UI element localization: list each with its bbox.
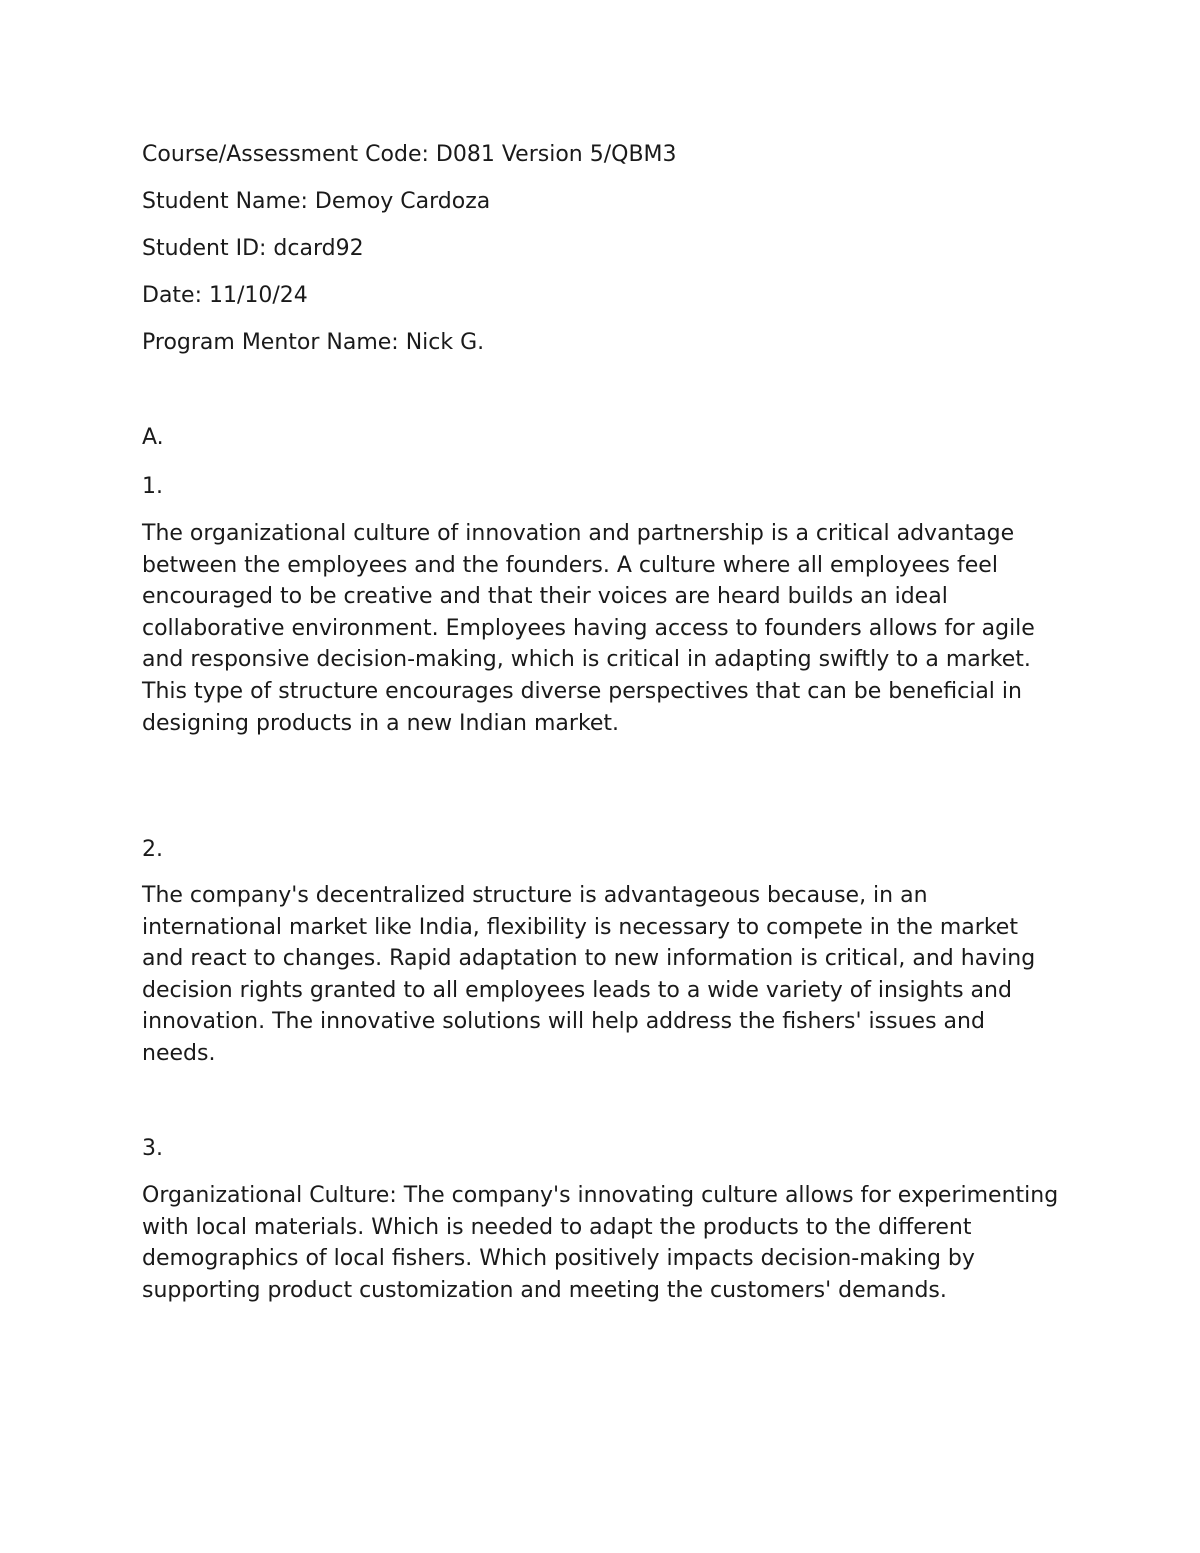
student-id: Student ID: dcard92 [142, 236, 364, 261]
item-paragraph-2: The company's decentralized structure is advantageous because, in an international market like India, flexibility is necessary to compete in the market and react to changes. Rapid adaptation to new information is critical, and having decision rights granted to all employees leads to a wide variety of insights and innovation. The innovative solutions will help address the fishers' issues and needs. [142, 883, 1036, 1066]
date: Date: 11/10/24 [142, 283, 308, 308]
item-number-1: 1. [142, 474, 163, 499]
item-paragraph-3: Organizational Culture: The company's innovating culture allows for experimenting with local materials. Which is needed to adapt the products to the different demographics of local fishers. Which positively impacts decision-making by supporting product customization and meeting the customers' demands. [142, 1183, 1059, 1303]
course-code: Course/Assessment Code: D081 Version 5/QBM3 [142, 142, 677, 167]
section-label: A. [142, 425, 164, 450]
item-paragraph-1: The organizational culture of innovation and partnership is a critical advantage between the employees and the founders. A culture where all employees feel encouraged to be creative and that their voices are heard builds an ideal collaborative environment. Employees having access to founders allows for agile and responsive decision-making, which is critical in adapting swiftly to a market. This type of structure encourages diverse perspectives that can be beneficial in designing products in a new Indian market. [142, 521, 1035, 736]
student-name: Student Name: Demoy Cardoza [142, 189, 491, 214]
item-number-2: 2. [142, 837, 163, 862]
item-number-3: 3. [142, 1136, 163, 1161]
program-mentor: Program Mentor Name: Nick G. [142, 330, 485, 355]
